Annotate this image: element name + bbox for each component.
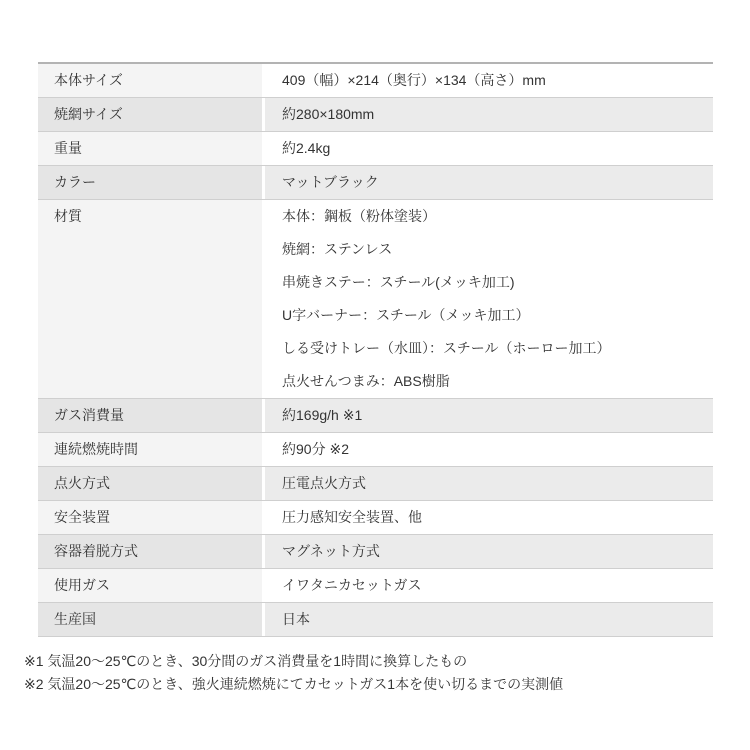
footnotes (24, 650, 750, 696)
spec-value-line: 日本 (282, 611, 310, 627)
spec-value-line: U字バーナー：スチール（メッキ加工） (282, 307, 530, 323)
spec-value-line: 約90分 ※2 (282, 441, 349, 457)
spec-value-line: 点火せんつまみ：ABS樹脂 (282, 373, 450, 389)
spec-label: 焼網サイズ (38, 98, 265, 131)
spec-value-line: マグネット方式 (282, 543, 380, 559)
table-row (38, 132, 713, 166)
spec-label: 点火方式 (38, 467, 265, 500)
spec-value-line: 串焼きステー：スチール(メッキ加工) (282, 274, 515, 290)
spec-label: 本体サイズ (38, 64, 265, 97)
spec-value-line: 409（幅）×214（奥行）×134（高さ）mm (282, 72, 546, 88)
spec-value-line: 圧力感知安全装置、他 (282, 509, 422, 525)
spec-value-line: イワタニカセットガス (282, 577, 422, 593)
table-row (38, 166, 713, 200)
spec-label: 重量 (38, 132, 265, 165)
spec-label: 安全装置 (38, 501, 265, 534)
spec-value (265, 467, 713, 500)
spec-value-line: 約2.4kg (282, 140, 331, 156)
spec-value-line: 約169g/h ※1 (282, 407, 363, 423)
spec-value-line: マットブラック (282, 174, 379, 190)
table-row (38, 535, 713, 569)
spec-label: 連続燃焼時間 (38, 433, 265, 466)
spec-label: カラー (38, 166, 265, 199)
spec-value (265, 166, 713, 199)
spec-value-line: 本体：鋼板（粉体塗装） (282, 208, 436, 224)
spec-label: ガス消費量 (38, 399, 265, 432)
spec-value (265, 399, 713, 432)
spec-value (265, 98, 713, 131)
table-row (38, 603, 713, 637)
spec-table (38, 62, 713, 637)
spec-value (265, 64, 713, 97)
spec-value (265, 132, 713, 165)
spec-label: 材質 (38, 200, 265, 398)
table-row (38, 501, 713, 535)
table-row (38, 200, 713, 399)
table-row (38, 399, 713, 433)
footnote-2: ※2 気温20～25℃のとき、強火連続燃焼にてカセットガス1本を使い切るまでの実測値 (24, 676, 564, 692)
footnote-1: ※1 気温20～25℃のとき、30分間のガス消費量を1時間に換算したもの (24, 653, 468, 669)
spec-label: 使用ガス (38, 569, 265, 602)
table-row (38, 98, 713, 132)
table-row (38, 467, 713, 501)
spec-value (265, 603, 713, 636)
table-row (38, 433, 713, 467)
table-row (38, 64, 713, 98)
spec-value (265, 535, 713, 568)
spec-value-line: 約280×180mm (282, 106, 375, 122)
spec-value-line: しる受けトレー（水皿）：スチール（ホーロー加工） (282, 340, 611, 356)
spec-value (265, 200, 713, 398)
spec-value-line: 圧電点火方式 (282, 475, 366, 491)
spec-value-line: 焼網：ステンレス (282, 241, 393, 257)
table-row (38, 569, 713, 603)
spec-value (265, 569, 713, 602)
spec-value (265, 501, 713, 534)
spec-value (265, 433, 713, 466)
spec-label: 容器着脱方式 (38, 535, 265, 568)
spec-label: 生産国 (38, 603, 265, 636)
